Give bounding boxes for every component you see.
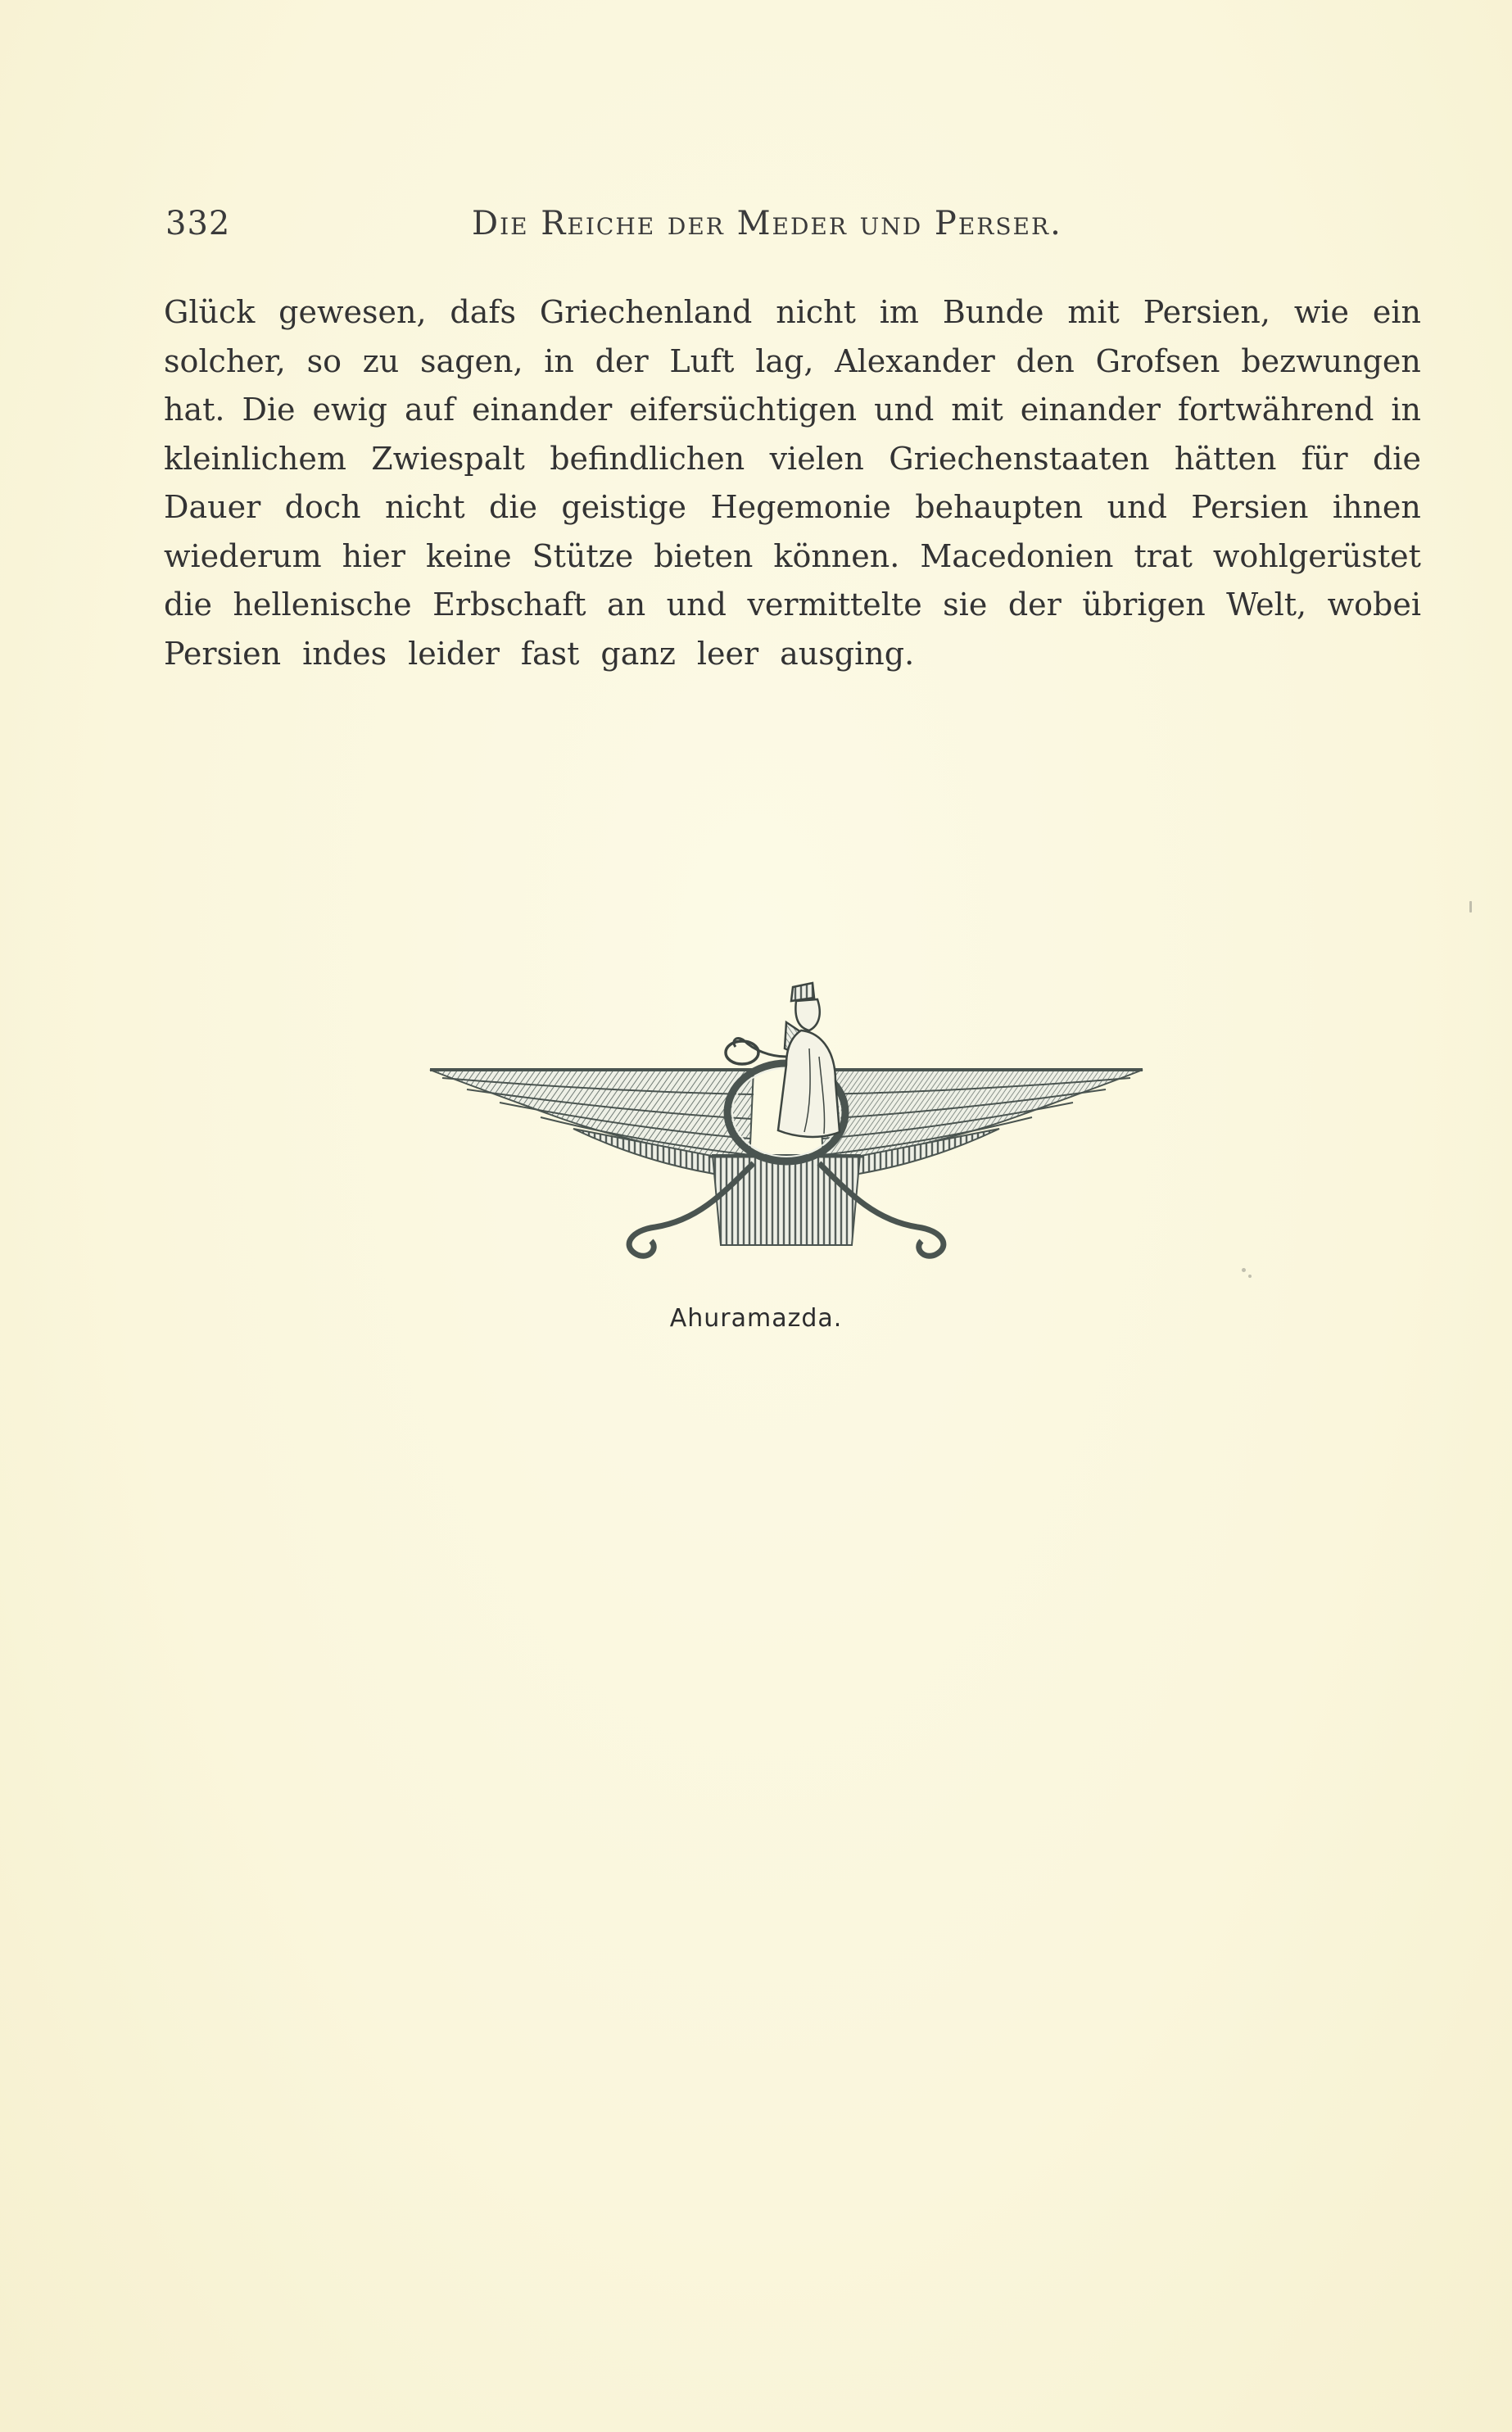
word: in (1391, 392, 1421, 428)
word: ganz (600, 635, 676, 672)
word: wie (1293, 294, 1349, 330)
word: befindlichen (550, 440, 745, 477)
word: in (544, 342, 574, 379)
word: ewig (312, 392, 387, 428)
word: Glück (164, 294, 256, 330)
word: mit (951, 392, 1003, 428)
word: Zwiespalt (371, 440, 525, 477)
word: doch (284, 489, 361, 525)
word: Grofsen (1095, 342, 1220, 379)
word: ausging. (780, 635, 915, 672)
word: vermittelte (747, 586, 922, 623)
body-paragraph (164, 288, 1421, 678)
word: wiederum (164, 537, 322, 574)
word: hellenische (233, 586, 412, 623)
word: übrigen (1082, 586, 1206, 623)
faravahar-winged-figure-icon (426, 917, 1147, 1278)
paper-speck (1248, 1275, 1252, 1278)
word: die (164, 586, 212, 623)
word: solcher, (164, 342, 286, 379)
word: geistige (561, 489, 687, 525)
word: und (666, 586, 727, 623)
paper-speck (1469, 901, 1472, 913)
word: für (1301, 440, 1348, 477)
word: Persien, (1143, 294, 1270, 330)
word: hat. (164, 392, 225, 428)
word: leer (696, 635, 759, 672)
word: gewesen, (278, 294, 427, 330)
word: die (1372, 440, 1421, 477)
word: sie (943, 586, 988, 623)
word: Persien (1191, 489, 1309, 525)
word: fast (520, 635, 580, 672)
paper-speck (1242, 1268, 1246, 1272)
word: nicht (384, 489, 465, 525)
right-wing (819, 1070, 1143, 1180)
text-line (164, 581, 1421, 630)
figure-caption: Ahuramazda. (669, 1304, 843, 1333)
word: Griechenstaaten (889, 440, 1150, 477)
word: mit (1067, 294, 1120, 330)
word: zu (362, 342, 400, 379)
text-line (164, 630, 1421, 679)
text-line (164, 386, 1421, 435)
tail-feathers (713, 1155, 860, 1245)
ahuramazda-figure (426, 917, 1147, 1278)
word: Griechenland (539, 294, 753, 330)
text-line (164, 483, 1421, 532)
page-header (164, 205, 1417, 262)
word: der (1007, 586, 1062, 623)
word: ein (1372, 294, 1421, 330)
word: behaupten (915, 489, 1084, 525)
word: keine (425, 537, 512, 574)
word: ihnen (1332, 489, 1421, 525)
word: Erbschaft (432, 586, 586, 623)
word: trat (1134, 537, 1193, 574)
word: hätten (1174, 440, 1277, 477)
word: die (489, 489, 537, 525)
word: vielen (769, 440, 864, 477)
word: an (607, 586, 646, 623)
word: Bunde (942, 294, 1044, 330)
word: können. (773, 537, 900, 574)
word: Alexander (835, 342, 995, 379)
word: der (595, 342, 649, 379)
word: einander (472, 392, 613, 428)
word: eifersüchtigen (629, 392, 858, 428)
running-head: Die Reiche der Meder und Perser. (472, 205, 1062, 242)
word: wobei (1327, 586, 1421, 623)
word: einander (1020, 392, 1161, 428)
word: bieten (654, 537, 754, 574)
word: fortwährend (1177, 392, 1374, 428)
text-line (164, 532, 1421, 582)
word: wohlgerüstet (1212, 537, 1421, 574)
word: dafs (450, 294, 516, 330)
word: Luft (669, 342, 735, 379)
word: indes (302, 635, 387, 672)
word: Stütze (532, 537, 634, 574)
word: Persien (164, 635, 282, 672)
word: den (1016, 342, 1075, 379)
word: und (1107, 489, 1167, 525)
word: auf (404, 392, 455, 428)
word: im (879, 294, 919, 330)
word: Dauer (164, 489, 261, 525)
word: kleinlichem (164, 440, 346, 477)
word: Die (242, 392, 296, 428)
word: Macedonien (920, 537, 1114, 574)
word: sagen, (420, 342, 523, 379)
page-number: 332 (165, 205, 231, 242)
left-wing (430, 1070, 754, 1180)
word: Hegemonie (710, 489, 891, 525)
word: lag, (755, 342, 814, 379)
word: so (306, 342, 342, 379)
word: Welt, (1226, 586, 1307, 623)
word: nicht (776, 294, 856, 330)
text-line (164, 337, 1421, 387)
text-line (164, 288, 1421, 337)
word: leider (408, 635, 500, 672)
word: und (874, 392, 935, 428)
text-line (164, 435, 1421, 484)
word: bezwungen (1241, 342, 1421, 379)
word: hier (342, 537, 405, 574)
